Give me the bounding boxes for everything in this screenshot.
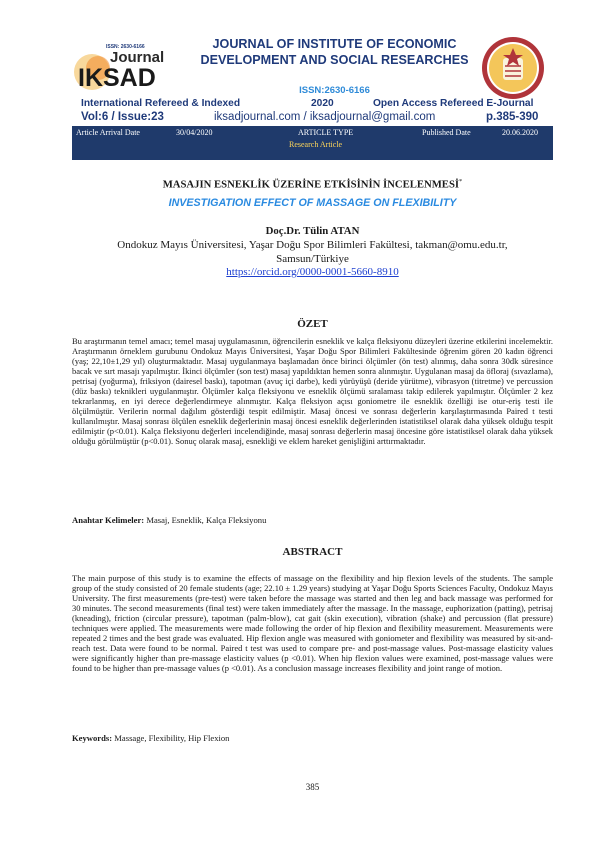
refereed-label: International Refereed & Indexed — [81, 98, 241, 109]
ozet-body: Bu araştırmanın temel amacı; temel masaj uygulamasının, öğrencilerin esneklik ve kalça fleksiyonu düzeyleri üzerine etkilerini incelemektir. Araştırmanın örneklem gurubunu Ondokuz Mayıs Üniversitesi, Yaşar Doğu Spor Bilimleri Fakültesinde öğrenim gören 20 kadın öğrenci (yaş; 22,10±1,29 yıl) oluşturmaktadır. Masaj uygulanmaya başlamadan önce birinci ölçümler (ön test) alınmış, daha sonra 30dk süresince bacak ve sırt masajı yapılmıştır. İkinci ölçümler (son test) masaj yapıldıktan hemen sonra alınmıştır. Uygulanan masaj da öfloraj (sıvazlama), petrisaj (yoğurma), friksiyon (dairesel baskı), tapotman (avuç içi darbe), kedi yürüyüşü (deride yürütme), vibrasyon (titretme) ve percussion (düz baskı) teknikleri uygulanmıştır. Ölçümler kalça fleksiyonu ve esneklik ölçümü sıralaması takip edilerek yapılmıştır. Ölçümler 2 kez tekrarlanmış, en iyi derece değerlendirmeye alınmıştır. Kalça fleksiyon açısı goniometre ile esneklik özelliği ise otur-eriş testi ile ölçülmüştür. Verilerin normal dağılım gösterdiği tespit edilmiştir. Masaj öncesi ve sonrası değerlerin karşılaştırmasında Paired t testi kullanılmıştır. Masaj sonrası ölçülen esneklik değerlerinin masaj öncesi esneklik değerlerinden istatistiksel olarak daha yüksek olduğu tespit edilmiştir (p<0.01). Kalça fleksiyonu değerleri incelendiğinde, masaj sonrası değerlerin masaj öncesine göre istatistiksel olarak daha yüksek olduğu görülmüştür (p<0.01). Sonuç olarak masaj, esnekliği ve eklem hareket genişliğini arttırmaktadır. — [72, 336, 553, 447]
title-turkish: MASAJIN ESNEKLİK ÜZERİNE ETKİSİNİN İNCELENMESİ* — [162, 178, 463, 191]
title-footnote-mark: * — [459, 178, 463, 185]
abstract-heading: ABSTRACT — [282, 546, 343, 558]
page-range: p.385-390 — [486, 111, 539, 123]
ozet-heading: ÖZET — [297, 318, 328, 330]
keywords-label: Anahtar Kelimeler: — [72, 515, 145, 525]
abstract-body: The main purpose of this study is to examine the effects of massage on the flexibility and hip flexion levels of the students. The sample group of the study consisted of 20 female students (age; 22.10 ± 1.29 years) studying at Yaşar Doğu Sports Sciences Faculty, Ondokuz Mayıs University. The first measurements (pre-test) were taken before the massage was started and then leg and back massage was performed for 30 minutes. The second measurements (final test) were taken immediately after the massage. In the massage, euphorization (patting), petrisaj (kneading), friction (circular pressure), tapotman (palm-blow), cat gait (skin execution), vibration (shake) and percussion (flat pressure) techniques were applied. The measurements were made following the order of hip flexion and flexibility measurement. Measurements were repeated 2 times and the best grade was evaluated. Hip flexion angle was measured with goniometer and flexibility was measured by sit-and-reach test. Data were found to be normal. Paired t test was used to compare pre- and post-massage values. Post-massage elasticity values were significantly higher than pre-massage elasticity values (p <0.01). When hip flexion values were examined, post-massage values were found to be higher than pre-massage values (p <0.01). As a conclusion massage increases flexibility and joint range of motion. — [72, 573, 553, 674]
affiliation-line: Ondokuz Mayıs Üniversitesi, Yaşar Doğu Spor Bilimleri Fakültesi, takman@omu.edu.tr, — [117, 239, 508, 251]
issn: ISSN:2630-6166 — [299, 85, 370, 96]
published-date-value: 20.06.2020 — [502, 128, 538, 137]
year-label: 2020 — [311, 98, 334, 109]
logo-word-journal: Journal — [110, 49, 165, 66]
keywords-english — [72, 733, 553, 743]
journal-seal-icon — [481, 36, 545, 100]
title-english: INVESTIGATION EFFECT OF MASSAGE ON FLEXIBILITY — [168, 197, 457, 209]
author-affiliation — [72, 239, 553, 266]
keywords-list: Masaj, Esneklik, Kalça Fleksiyonu — [146, 515, 267, 525]
orcid-link[interactable]: https://orcid.org/0000-0001-5660-8910 — [226, 266, 399, 278]
arrival-date-value: 30/04/2020 — [176, 128, 213, 137]
open-access-label: Open Access Refereed E-Journal — [373, 98, 534, 109]
keywords-list: Massage, Flexibility, Hip Flexion — [114, 733, 230, 743]
keywords-turkish — [72, 515, 553, 525]
published-date-label: Published Date — [422, 128, 471, 137]
article-type-value: Research Article — [289, 140, 343, 149]
author-name: Doç.Dr. Tülin ATAN — [265, 225, 360, 237]
volume-issue: Vol:6 / Issue:23 — [81, 111, 164, 123]
article-type-label: ARTICLE TYPE — [298, 128, 354, 137]
iksad-logo — [72, 40, 190, 95]
keywords-label: Keywords: — [72, 733, 113, 743]
page-number: 385 — [305, 782, 320, 792]
logo-word-iksad: IKSAD — [78, 64, 156, 92]
article-info-bar — [72, 126, 553, 160]
logo-issn: ISSN: 2630-6166 — [106, 44, 145, 50]
journal-title: JOURNAL OF INSTITUTE OF ECONOMIC DEVELOPMENT AND SOCIAL RESEARCHES — [200, 37, 469, 67]
affiliation-line: Samsun/Türkiye — [276, 252, 349, 265]
journal-contact: iksadjournal.com / iksadjournal@gmail.com — [214, 111, 436, 123]
arrival-date-label: Article Arrival Date — [76, 128, 140, 137]
